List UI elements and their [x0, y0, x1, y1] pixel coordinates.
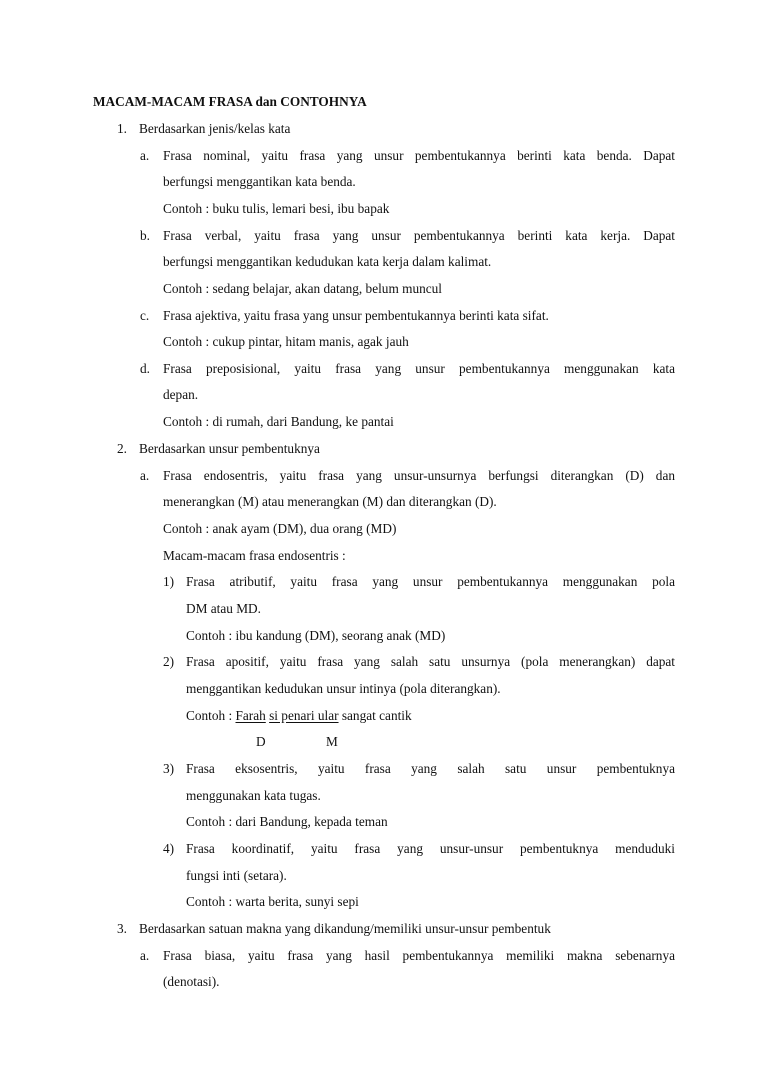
example-d-phrase: Farah	[235, 708, 266, 723]
subheading-line: Macam-macam frasa endosentris :	[163, 548, 346, 563]
example-line: Contoh : dari Bandung, kepada teman	[186, 814, 388, 829]
subitem-line: Frasa eksosentris, yaitu frasa yang salah satu unsur pembentuknya	[186, 761, 675, 776]
item-line: Frasa ajektiva, yaitu frasa yang unsur pembentukannya berinti kata sifat.	[163, 308, 549, 323]
example-line: Contoh : anak ayam (DM), dua orang (MD)	[163, 521, 397, 536]
subitem-line: Frasa atributif, yaitu frasa yang unsur pembentukannya menggunakan pola	[186, 574, 675, 589]
item-marker: b.	[140, 228, 150, 243]
subitem-marker: 4)	[163, 841, 175, 856]
item-line: Frasa preposisional, yaitu frasa yang unsur pembentukannya menggunakan kata	[163, 361, 675, 376]
subitem-line: Frasa apositif, yaitu frasa yang salah satu unsurnya (pola menerangkan) dapat	[186, 654, 675, 669]
item-marker: a.	[140, 148, 150, 163]
section-heading: Berdasarkan satuan makna yang dikandung/memiliki unsur-unsur pembentuk	[139, 921, 551, 936]
subitem-line: menggunakan kata tugas.	[186, 788, 321, 803]
item-marker: d.	[140, 361, 150, 376]
subitem-line: DM atau MD.	[186, 601, 261, 616]
item-marker: a.	[140, 948, 150, 963]
label-m: M	[326, 734, 338, 749]
item-line: Frasa endosentris, yaitu frasa yang unsur-unsurnya berfungsi diterangkan (D) dan	[163, 468, 675, 483]
example-m-phrase: si penari ular	[269, 708, 339, 723]
section-heading: Berdasarkan jenis/kelas kata	[139, 121, 291, 136]
item-line: Frasa biasa, yaitu frasa yang hasil pembentukannya memiliki makna sebenarnya	[163, 948, 675, 963]
example-line: Contoh : di rumah, dari Bandung, ke pantai	[163, 414, 394, 429]
section-heading: Berdasarkan unsur pembentuknya	[139, 441, 320, 456]
section-number: 1.	[117, 121, 127, 136]
example-line: Contoh : ibu kandung (DM), seorang anak (MD)	[186, 628, 446, 643]
label-d: D	[256, 734, 266, 749]
item-line: Frasa verbal, yaitu frasa yang unsur pembentukannya berinti kata kerja. Dapat	[163, 228, 675, 243]
subitem-line: fungsi inti (setara).	[186, 868, 287, 883]
subitem-marker: 2)	[163, 654, 175, 669]
item-marker: a.	[140, 468, 150, 483]
example-prefix: Contoh :	[186, 708, 236, 723]
subitem-line: Frasa koordinatif, yaitu frasa yang unsur-unsur pembentuknya menduduki	[186, 841, 675, 856]
item-line: Frasa nominal, yaitu frasa yang unsur pembentukannya berinti kata benda. Dapat	[163, 148, 675, 163]
subitem-marker: 1)	[163, 574, 175, 589]
section-number: 3.	[117, 921, 127, 936]
page-title: MACAM-MACAM FRASA dan CONTOHNYA	[93, 94, 367, 109]
subitem-marker: 3)	[163, 761, 175, 776]
section-number: 2.	[117, 441, 127, 456]
subitem-line: menggantikan kedudukan unsur intinya (pola diterangkan).	[186, 681, 501, 696]
item-line: (denotasi).	[163, 974, 220, 989]
example-rest: sangat cantik	[341, 708, 412, 723]
example-line: Contoh : buku tulis, lemari besi, ibu bapak	[163, 201, 390, 216]
example-line: Contoh : sedang belajar, akan datang, belum muncul	[163, 281, 442, 296]
item-line: menerangkan (M) atau menerangkan (M) dan diterangkan (D).	[163, 494, 497, 509]
item-line: berfungsi menggantikan kedudukan kata kerja dalam kalimat.	[163, 254, 492, 269]
item-line: depan.	[163, 387, 199, 402]
example-line: Contoh : warta berita, sunyi sepi	[186, 894, 359, 909]
example-line: Contoh : cukup pintar, hitam manis, agak jauh	[163, 334, 409, 349]
item-marker: c.	[140, 308, 150, 323]
example-line	[186, 707, 412, 725]
item-line: berfungsi menggantikan kata benda.	[163, 174, 356, 189]
